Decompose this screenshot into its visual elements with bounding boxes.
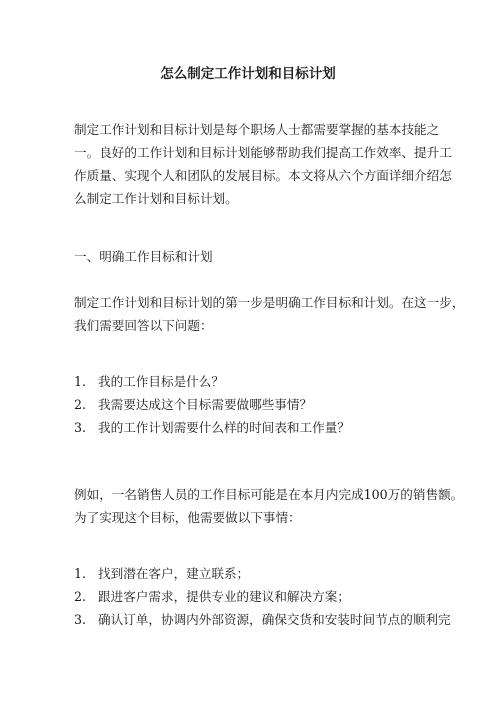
list-text: 我需要达成这个目标需要做哪些事情？ bbox=[98, 397, 313, 412]
intro-line: 么制定工作计划和目标计划。 bbox=[74, 191, 238, 206]
section1-line: 制定工作计划和目标计划的第一步是明确工作目标和计划。在这一步， bbox=[74, 295, 465, 310]
steps-list bbox=[74, 562, 451, 631]
list-number: 1. bbox=[74, 566, 87, 581]
list-number: 1. bbox=[74, 374, 87, 389]
section1-line: 我们需要回答以下问题： bbox=[74, 318, 213, 333]
example-paragraph bbox=[74, 483, 464, 529]
section-heading-text: 一、明确工作目标和计划 bbox=[74, 249, 213, 264]
intro-line: 制定工作计划和目标计划是每个职场人士都需要掌握的基本技能之 bbox=[74, 122, 440, 137]
section1-paragraph bbox=[74, 291, 465, 337]
list-item bbox=[74, 585, 444, 608]
list-text: 我的工作计划需要什么样的时间表和工作量？ bbox=[98, 420, 350, 435]
list-item bbox=[74, 608, 451, 631]
list-item bbox=[74, 393, 444, 416]
questions-list bbox=[74, 370, 444, 439]
list-item bbox=[74, 370, 444, 393]
example-line: 例如，一名销售人员的工作目标可能是在本月内完成100万的销售额。 bbox=[74, 487, 464, 502]
list-number: 3. bbox=[74, 420, 87, 435]
intro-paragraph bbox=[74, 118, 452, 210]
list-number: 2. bbox=[74, 397, 87, 412]
intro-line: 一。良好的工作计划和目标计划能够帮助我们提高工作效率、提升工 bbox=[74, 145, 452, 160]
list-item bbox=[74, 416, 444, 439]
document-title: 怎么制定工作计划和目标计划 bbox=[160, 66, 336, 82]
example-line: 为了实现这个目标，他需要做以下事情： bbox=[74, 510, 301, 525]
list-text: 我的工作目标是什么？ bbox=[98, 374, 224, 389]
list-item bbox=[74, 562, 444, 585]
list-text: 找到潜在客户，建立联系； bbox=[98, 566, 250, 581]
list-number: 2. bbox=[74, 589, 87, 604]
section-heading bbox=[74, 245, 434, 268]
list-text: 跟进客户需求，提供专业的建议和解决方案； bbox=[98, 589, 350, 604]
list-number: 3. bbox=[74, 612, 87, 627]
list-text: 确认订单，协调内外部资源，确保交货和安装时间节点的顺利完 bbox=[98, 612, 451, 627]
intro-line: 作质量、实现个人和团队的发展目标。本文将从六个方面详细介绍怎 bbox=[74, 168, 452, 183]
